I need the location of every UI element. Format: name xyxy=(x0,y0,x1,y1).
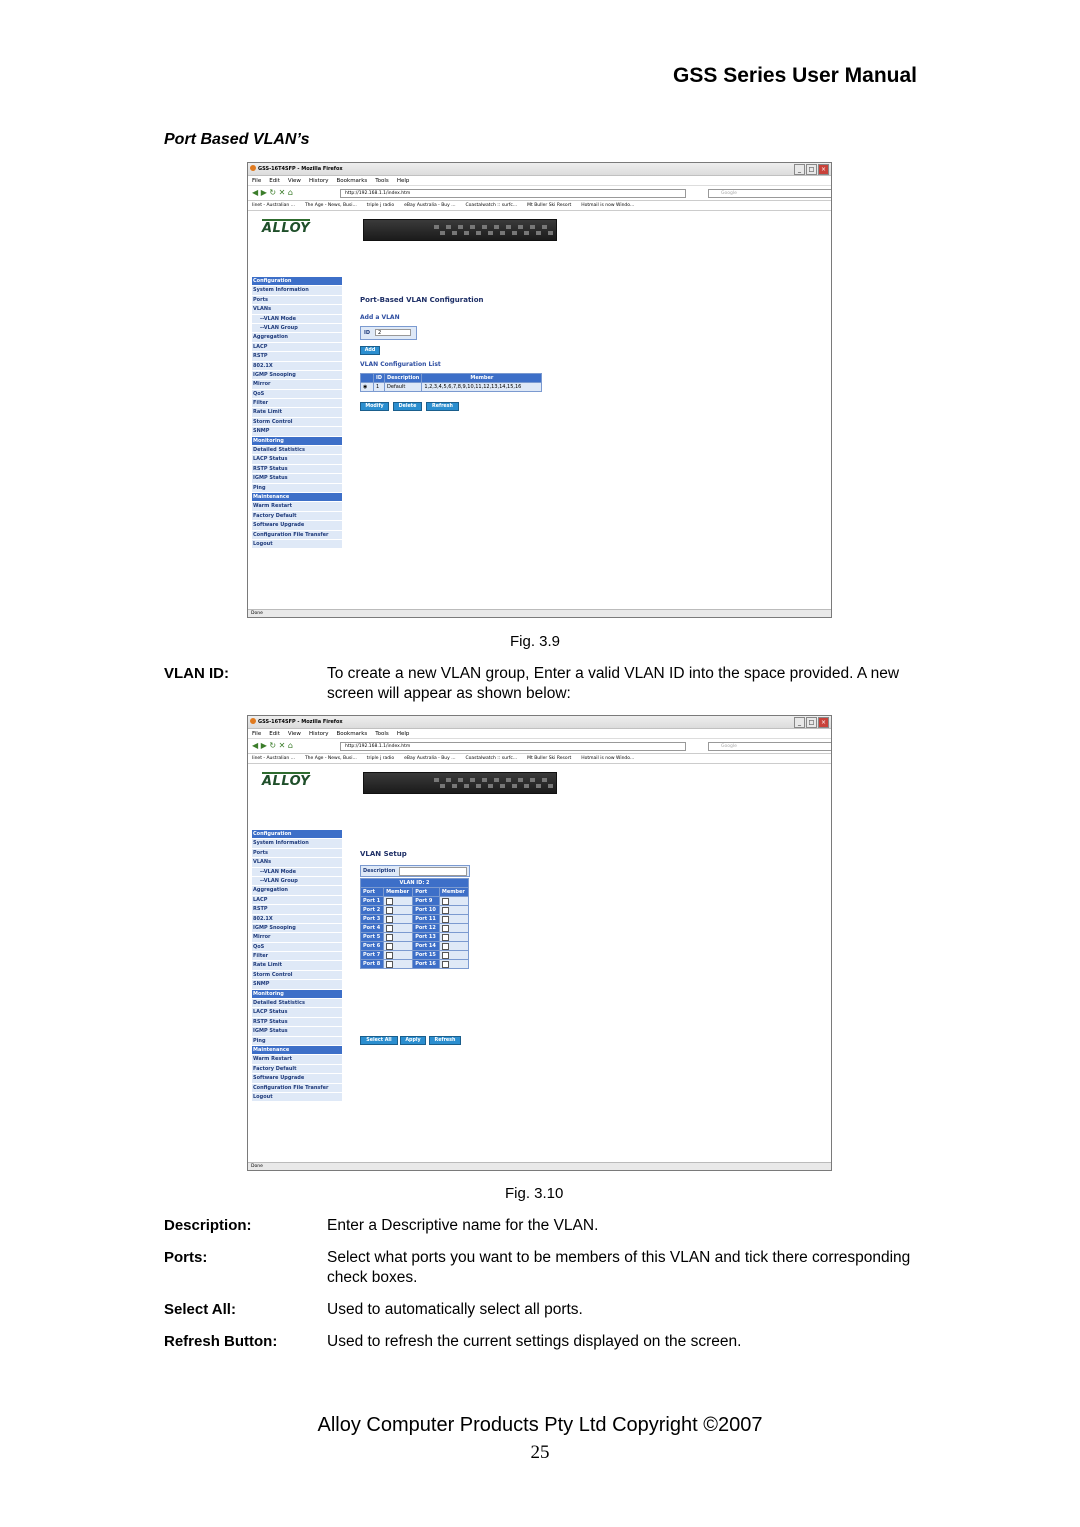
port-label: Port 10 xyxy=(413,906,440,915)
row-id: 1 xyxy=(374,383,385,392)
sidebar-menu xyxy=(252,830,342,1102)
port-label: Port 3 xyxy=(361,915,384,924)
window-titlebar xyxy=(248,716,831,729)
switch-port xyxy=(476,231,481,235)
sidebar-section-header: Configuration xyxy=(252,830,342,839)
sidebar-item[interactable]: Mirror xyxy=(252,380,342,389)
select-column-header xyxy=(361,374,374,383)
member-checkbox[interactable] xyxy=(386,898,393,905)
switch-port xyxy=(440,784,445,788)
table-row xyxy=(361,915,469,924)
member-checkbox-cell xyxy=(439,906,468,915)
member-checkbox[interactable] xyxy=(442,925,449,932)
column-header: ID xyxy=(374,374,385,383)
member-checkbox[interactable] xyxy=(386,925,393,932)
window-title: GSS-16T4SFP - Mozilla Firefox xyxy=(258,166,343,172)
switch-port xyxy=(512,231,517,235)
sidebar-item[interactable]: IGMP Snooping xyxy=(252,924,342,933)
switch-port xyxy=(494,778,499,782)
window-title: GSS-16T4SFP - Mozilla Firefox xyxy=(258,719,343,725)
sidebar-item[interactable]: Mirror xyxy=(252,933,342,942)
menu-item[interactable]: View xyxy=(287,730,301,737)
switch-port xyxy=(524,784,529,788)
member-checkbox[interactable] xyxy=(386,934,393,941)
column-header: Member xyxy=(439,888,468,897)
switch-port xyxy=(452,231,457,235)
definition-text: Used to refresh the current settings displayed on the screen. xyxy=(327,1333,742,1350)
member-checkbox-cell xyxy=(439,933,468,942)
port-label: Port 8 xyxy=(361,960,384,969)
switch-port xyxy=(458,778,463,782)
sidebar-item[interactable]: Storm Control xyxy=(252,418,342,427)
sidebar-menu xyxy=(252,277,342,549)
sidebar-item[interactable]: Detailed Statistics xyxy=(252,446,342,455)
member-checkbox[interactable] xyxy=(386,907,393,914)
table-row xyxy=(361,906,469,915)
vlan-id-label: ID xyxy=(364,330,371,336)
switch-port xyxy=(548,231,553,235)
member-checkbox[interactable] xyxy=(442,934,449,941)
add-vlan-heading: Add a VLAN xyxy=(360,314,400,321)
description-input[interactable] xyxy=(399,867,467,876)
member-checkbox[interactable] xyxy=(442,961,449,968)
sidebar-item[interactable]: QoS xyxy=(252,943,342,952)
sidebar-item[interactable]: Ports xyxy=(252,849,342,858)
switch-port xyxy=(524,231,529,235)
table-row xyxy=(361,383,542,392)
sidebar-section-header: Maintenance xyxy=(252,493,342,502)
figure-caption: Fig. 3.10 xyxy=(505,1185,564,1202)
alloy-logo: ALLOY xyxy=(262,221,311,236)
port-label: Port 7 xyxy=(361,951,384,960)
member-checkbox-cell xyxy=(439,960,468,969)
switch-port xyxy=(458,225,463,229)
row-radio[interactable]: ◉ xyxy=(361,383,374,392)
bookmark-link[interactable]: Hotmail is now Windo... xyxy=(581,203,635,208)
column-header: Member xyxy=(384,888,413,897)
switch-port xyxy=(518,225,523,229)
switch-port xyxy=(470,225,475,229)
menu-item[interactable]: Help xyxy=(396,177,410,184)
bookmarks-bar xyxy=(248,754,831,764)
sidebar-item[interactable]: RSTP xyxy=(252,352,342,361)
search-input[interactable]: Google xyxy=(708,189,832,198)
address-input[interactable]: http://192.168.1.1/index.htm xyxy=(340,742,686,751)
description-row xyxy=(360,865,470,877)
sidebar-item[interactable]: Factory Default xyxy=(252,1065,342,1074)
sidebar-item[interactable]: Software Upgrade xyxy=(252,521,342,530)
sidebar-item[interactable]: SNMP xyxy=(252,427,342,436)
definition-term: Refresh Button: xyxy=(164,1333,278,1350)
status-bar: Done xyxy=(248,609,831,617)
member-checkbox-cell xyxy=(384,951,413,960)
member-checkbox-cell xyxy=(439,924,468,933)
column-header: Port xyxy=(413,888,440,897)
sidebar-section-header: Monitoring xyxy=(252,437,342,446)
definition-term: Description: xyxy=(164,1217,252,1234)
window-titlebar xyxy=(248,163,831,176)
menu-item[interactable]: Tools xyxy=(375,177,389,184)
menu-item[interactable]: View xyxy=(287,177,301,184)
status-bar: Done xyxy=(248,1162,831,1170)
definition-text: Select what ports you want to be members of this VLAN and tick there corresponding check boxes. xyxy=(327,1249,911,1286)
switch-port xyxy=(512,784,517,788)
switch-port xyxy=(548,784,553,788)
figure-caption: Fig. 3.9 xyxy=(510,633,561,650)
table-row xyxy=(361,951,469,960)
port-label: Port 14 xyxy=(413,942,440,951)
vlan-member-table xyxy=(360,878,469,969)
sidebar-item[interactable]: System Information xyxy=(252,286,342,295)
add-button[interactable]: Add xyxy=(360,346,380,355)
member-checkbox[interactable] xyxy=(442,907,449,914)
back-forward-icon[interactable]: ◀ ▶ ↻ ✕ ⌂ xyxy=(252,188,293,197)
sidebar-item[interactable]: LACP xyxy=(252,896,342,905)
sidebar-item[interactable]: Factory Default xyxy=(252,512,342,521)
port-label: Port 15 xyxy=(413,951,440,960)
sidebar-item[interactable]: Warm Restart xyxy=(252,502,342,511)
switch-port xyxy=(482,225,487,229)
member-checkbox-cell xyxy=(384,906,413,915)
sidebar-section-header: Configuration xyxy=(252,277,342,286)
sidebar-section-header: Maintenance xyxy=(252,1046,342,1055)
maximize-icon[interactable]: □ xyxy=(806,164,817,175)
switch-port xyxy=(464,784,469,788)
sidebar-item[interactable]: Filter xyxy=(252,399,342,408)
search-input[interactable]: Google xyxy=(708,742,832,751)
sidebar-item[interactable]: Detailed Statistics xyxy=(252,999,342,1008)
sidebar-item[interactable]: Aggregation xyxy=(252,333,342,342)
member-checkbox[interactable] xyxy=(442,952,449,959)
section-title: Port Based VLAN’s xyxy=(164,131,310,148)
sidebar-item[interactable]: IGMP Status xyxy=(252,474,342,483)
member-checkbox-cell xyxy=(439,951,468,960)
vlan-id-banner: VLAN ID: 2 xyxy=(361,879,469,888)
definition-term: Select All: xyxy=(164,1301,236,1318)
sidebar-item[interactable]: VLANs xyxy=(252,305,342,314)
port-label: Port 6 xyxy=(361,942,384,951)
table-row xyxy=(361,933,469,942)
sidebar-item[interactable]: IGMP Snooping xyxy=(252,371,342,380)
sidebar-section-header: Monitoring xyxy=(252,990,342,999)
member-checkbox[interactable] xyxy=(442,898,449,905)
member-checkbox[interactable] xyxy=(386,943,393,950)
switch-port xyxy=(530,778,535,782)
port-label: Port 2 xyxy=(361,906,384,915)
sidebar-item[interactable]: LACP Status xyxy=(252,455,342,464)
sidebar-item[interactable]: --VLAN Group xyxy=(252,324,342,333)
close-icon[interactable]: × xyxy=(818,164,829,175)
switch-port xyxy=(530,225,535,229)
back-forward-icon[interactable]: ◀ ▶ ↻ ✕ ⌂ xyxy=(252,741,293,750)
column-header: Port xyxy=(361,888,384,897)
sidebar-item[interactable]: Storm Control xyxy=(252,971,342,980)
minimize-icon[interactable]: _ xyxy=(794,717,805,728)
bookmarks-bar xyxy=(248,201,831,211)
switch-port xyxy=(452,784,457,788)
maximize-icon[interactable]: □ xyxy=(806,717,817,728)
table-row xyxy=(361,942,469,951)
sidebar-item[interactable]: VLANs xyxy=(252,858,342,867)
sidebar-item[interactable]: SNMP xyxy=(252,980,342,989)
vlan-id-row xyxy=(360,326,417,340)
switch-port xyxy=(470,778,475,782)
switch-port xyxy=(434,225,439,229)
switch-port xyxy=(500,784,505,788)
menu-item[interactable]: File xyxy=(252,177,262,184)
switch-port xyxy=(440,231,445,235)
bookmark-link[interactable]: eBay Australia - Buy ... xyxy=(404,756,456,761)
switch-port xyxy=(446,778,451,782)
firefox-icon xyxy=(250,165,256,171)
sidebar-item[interactable]: Configuration File Transfer xyxy=(252,1084,342,1093)
member-checkbox-cell xyxy=(439,897,468,906)
menu-item[interactable]: Edit xyxy=(269,730,280,737)
sidebar-item[interactable]: LACP xyxy=(252,343,342,352)
member-checkbox-cell xyxy=(384,924,413,933)
menu-item[interactable]: Help xyxy=(396,730,410,737)
menu-bar xyxy=(248,729,831,739)
alloy-logo: ALLOY xyxy=(262,774,311,789)
switch-port xyxy=(506,778,511,782)
bookmark-link[interactable]: Hotmail is now Windo... xyxy=(581,756,635,761)
member-checkbox-cell xyxy=(384,942,413,951)
page-title: Port-Based VLAN Configuration xyxy=(360,296,484,304)
bookmark-link[interactable]: Iinet - Australian ... xyxy=(252,203,295,208)
select-all-button[interactable]: Select All xyxy=(360,1036,398,1045)
vlan-list-heading: VLAN Configuration List xyxy=(360,361,441,368)
refresh-button[interactable]: Refresh xyxy=(429,1036,461,1045)
port-label: Port 16 xyxy=(413,960,440,969)
member-checkbox-cell xyxy=(439,942,468,951)
port-label: Port 13 xyxy=(413,933,440,942)
switch-port xyxy=(542,225,547,229)
sidebar-item[interactable]: RSTP Status xyxy=(252,1018,342,1027)
sidebar-item[interactable]: Warm Restart xyxy=(252,1055,342,1064)
switch-port xyxy=(536,231,541,235)
bookmark-link[interactable]: Mt Buller Ski Resort xyxy=(527,203,572,208)
close-icon[interactable]: × xyxy=(818,717,829,728)
switch-port xyxy=(506,225,511,229)
definition-text: To create a new VLAN group, Enter a valid VLAN ID into the space provided. A new screen will appear as shown below: xyxy=(327,665,900,702)
minimize-icon[interactable]: _ xyxy=(794,164,805,175)
sidebar-item[interactable]: Logout xyxy=(252,1093,342,1102)
table-row xyxy=(361,897,469,906)
vlan-config-table xyxy=(360,373,542,392)
definition-term: VLAN ID: xyxy=(164,665,229,682)
member-checkbox-cell xyxy=(384,960,413,969)
switch-port xyxy=(542,778,547,782)
column-header: Description xyxy=(385,374,422,383)
sidebar-item[interactable]: IGMP Status xyxy=(252,1027,342,1036)
delete-button[interactable]: Delete xyxy=(393,402,422,411)
switch-port xyxy=(518,778,523,782)
switch-port xyxy=(482,778,487,782)
menu-item[interactable]: Tools xyxy=(375,730,389,737)
browser-window-fig-3-9 xyxy=(247,162,832,618)
menu-bar xyxy=(248,176,831,186)
manual-title: GSS Series User Manual xyxy=(673,64,917,87)
switch-port xyxy=(500,231,505,235)
definition-text: Used to automatically select all ports. xyxy=(327,1301,583,1318)
copyright-footer: Alloy Computer Products Pty Ltd Copyright ©2007 xyxy=(317,1414,763,1436)
member-checkbox[interactable] xyxy=(442,943,449,950)
navigation-bar xyxy=(248,739,831,754)
member-checkbox-cell xyxy=(384,897,413,906)
switch-port xyxy=(494,225,499,229)
definition-term: Ports: xyxy=(164,1249,208,1266)
port-label: Port 4 xyxy=(361,924,384,933)
sidebar-item[interactable]: Filter xyxy=(252,952,342,961)
sidebar-item[interactable]: Rate Limit xyxy=(252,408,342,417)
port-label: Port 5 xyxy=(361,933,384,942)
apply-button[interactable]: Apply xyxy=(400,1036,426,1045)
port-label: Port 11 xyxy=(413,915,440,924)
vlan-id-input[interactable]: 2 xyxy=(375,329,411,336)
sidebar-item[interactable]: Aggregation xyxy=(252,886,342,895)
switch-port xyxy=(446,225,451,229)
bookmark-link[interactable]: Mt Buller Ski Resort xyxy=(527,756,572,761)
port-label: Port 1 xyxy=(361,897,384,906)
page-title: VLAN Setup xyxy=(360,850,407,858)
switch-image xyxy=(363,772,557,794)
menu-item[interactable]: History xyxy=(308,730,329,737)
sidebar-item[interactable]: Ports xyxy=(252,296,342,305)
table-row xyxy=(361,960,469,969)
page-number: 25 xyxy=(530,1442,550,1463)
firefox-icon xyxy=(250,718,256,724)
navigation-bar xyxy=(248,186,831,201)
sidebar-item[interactable]: Configuration File Transfer xyxy=(252,531,342,540)
switch-port xyxy=(464,231,469,235)
sidebar-item[interactable]: RSTP Status xyxy=(252,465,342,474)
bookmark-link[interactable]: eBay Australia - Buy ... xyxy=(404,203,456,208)
sidebar-item[interactable]: --VLAN Mode xyxy=(252,315,342,324)
bookmark-link[interactable]: triple j radio xyxy=(366,756,395,761)
bookmark-link[interactable]: Coastalwatch :: surfc... xyxy=(465,203,518,208)
sidebar-item[interactable]: --VLAN Group xyxy=(252,877,342,886)
menu-item[interactable]: File xyxy=(252,730,262,737)
sidebar-item[interactable]: System Information xyxy=(252,839,342,848)
description-label: Description xyxy=(363,868,396,874)
member-checkbox[interactable] xyxy=(386,952,393,959)
row-description: Default xyxy=(385,383,422,392)
member-checkbox-cell xyxy=(384,933,413,942)
member-checkbox-cell xyxy=(439,915,468,924)
bookmark-link[interactable]: Iinet - Australian ... xyxy=(252,756,295,761)
sidebar-item[interactable]: Software Upgrade xyxy=(252,1074,342,1083)
menu-item[interactable]: Bookmarks xyxy=(336,730,368,737)
bookmark-link[interactable]: The Age - News, Busi... xyxy=(304,756,357,761)
sidebar-item[interactable]: Rate Limit xyxy=(252,961,342,970)
sidebar-item[interactable]: --VLAN Mode xyxy=(252,868,342,877)
bookmark-link[interactable]: The Age - News, Busi... xyxy=(304,203,357,208)
row-members: 1,2,3,4,5,6,7,8,9,10,11,12,13,14,15,16 xyxy=(422,383,542,392)
switch-port xyxy=(488,231,493,235)
switch-port xyxy=(476,784,481,788)
modify-button[interactable]: Modify xyxy=(360,402,389,411)
member-checkbox[interactable] xyxy=(386,961,393,968)
switch-port xyxy=(488,784,493,788)
port-label: Port 12 xyxy=(413,924,440,933)
member-checkbox[interactable] xyxy=(386,916,393,923)
bookmark-link[interactable]: triple j radio xyxy=(366,203,395,208)
switch-image xyxy=(363,219,557,241)
browser-window-fig-3-10 xyxy=(247,715,832,1171)
sidebar-item[interactable]: QoS xyxy=(252,390,342,399)
refresh-button[interactable]: Refresh xyxy=(426,402,459,411)
column-header: Member xyxy=(422,374,542,383)
member-checkbox-cell xyxy=(384,915,413,924)
sidebar-item[interactable]: Ping xyxy=(252,1037,342,1046)
sidebar-item[interactable]: LACP Status xyxy=(252,1008,342,1017)
table-row xyxy=(361,924,469,933)
sidebar-item[interactable]: 802.1X xyxy=(252,915,342,924)
sidebar-item[interactable]: 802.1X xyxy=(252,362,342,371)
menu-item[interactable]: History xyxy=(308,177,329,184)
address-input[interactable]: http://192.168.1.1/index.htm xyxy=(340,189,686,198)
bookmark-link[interactable]: Coastalwatch :: surfc... xyxy=(465,756,518,761)
menu-item[interactable]: Bookmarks xyxy=(336,177,368,184)
switch-port xyxy=(434,778,439,782)
port-label: Port 9 xyxy=(413,897,440,906)
member-checkbox[interactable] xyxy=(442,916,449,923)
sidebar-item[interactable]: Ping xyxy=(252,484,342,493)
sidebar-item[interactable]: RSTP xyxy=(252,905,342,914)
menu-item[interactable]: Edit xyxy=(269,177,280,184)
definition-text: Enter a Descriptive name for the VLAN. xyxy=(327,1217,599,1234)
switch-port xyxy=(536,784,541,788)
sidebar-item[interactable]: Logout xyxy=(252,540,342,549)
